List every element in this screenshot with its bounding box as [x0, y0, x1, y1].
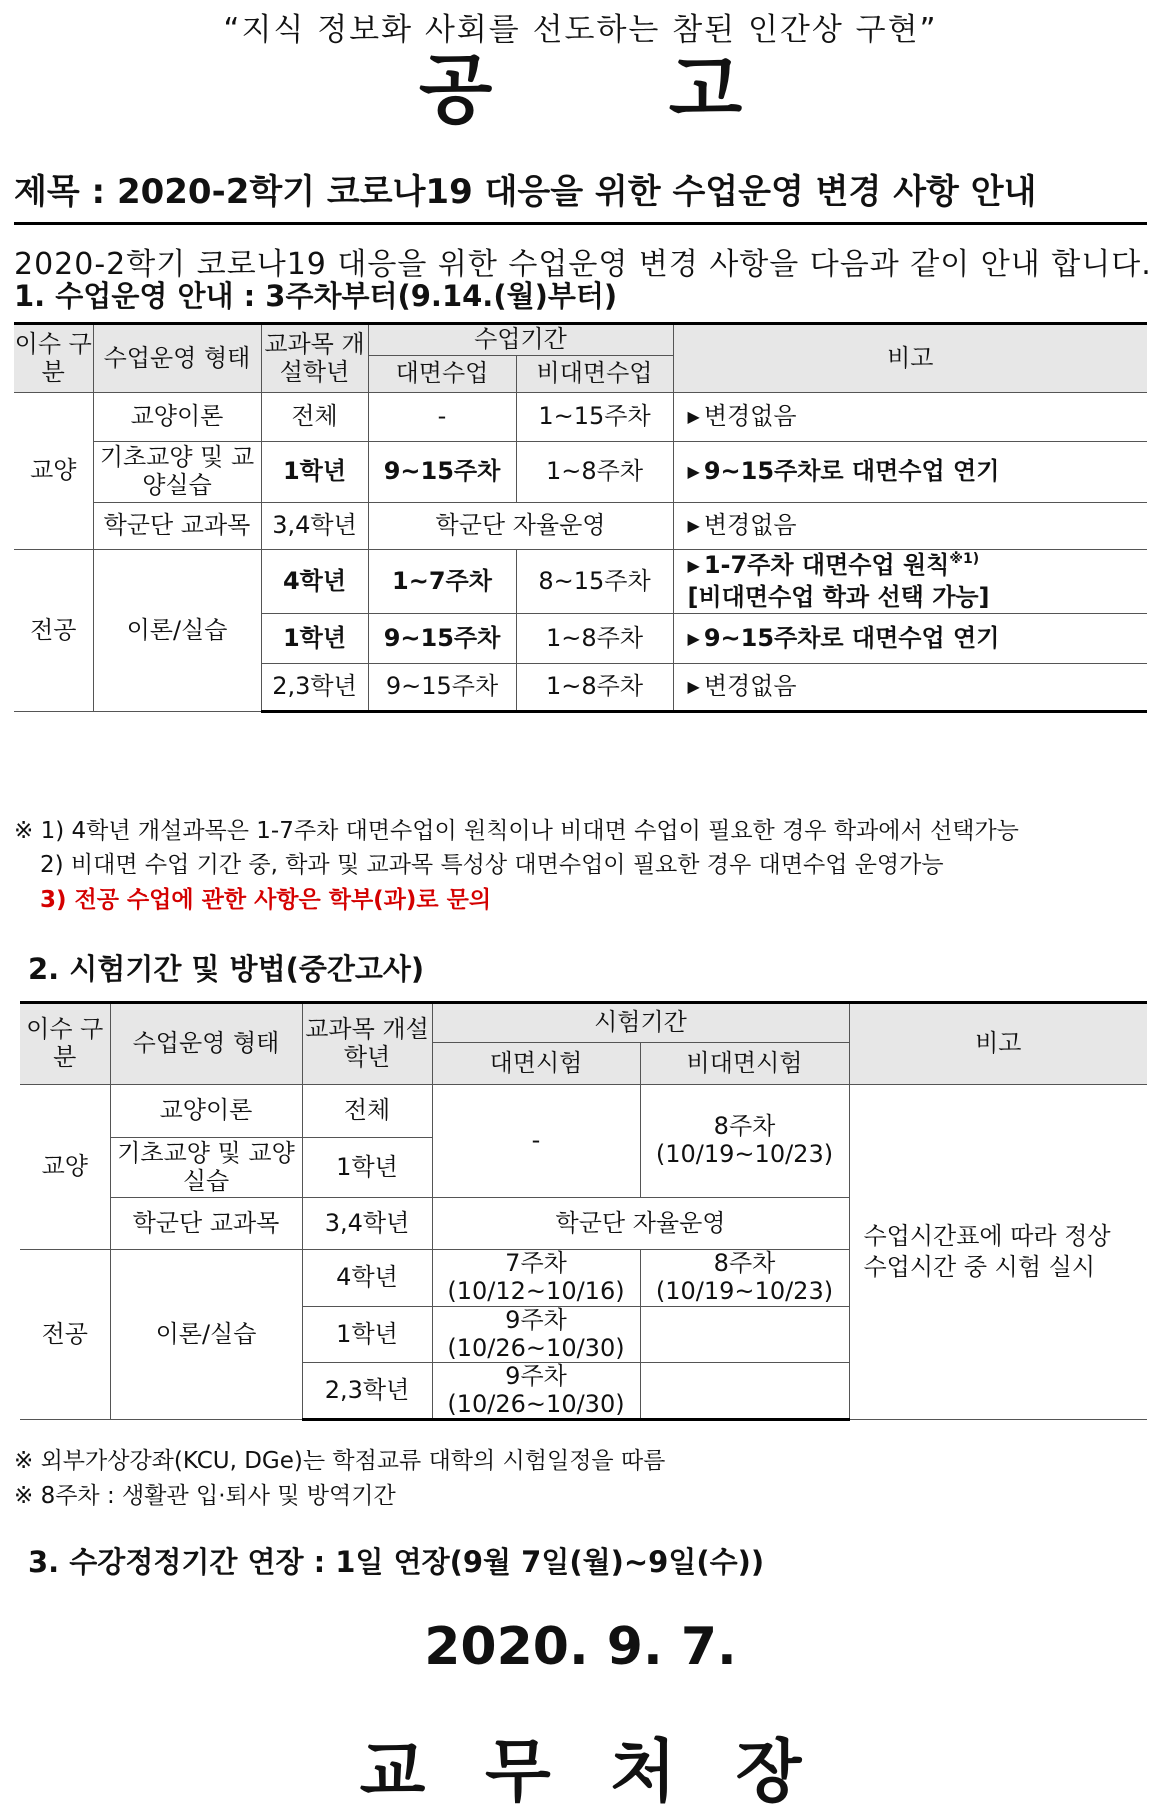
year-cell: 2,3학년 [302, 1363, 432, 1420]
exam-footnote-2: ※ 8주차 : 생활관 입·퇴사 및 방역기간 [14, 1483, 396, 1509]
group-major: 전공 [20, 1250, 110, 1420]
motto: “지식 정보화 사회를 선도하는 참된 인간상 구현” [223, 12, 938, 48]
group-liberal: 교양 [20, 1085, 110, 1250]
nonface-cell: 8주차 (10/19~10/23) [640, 1250, 849, 1307]
face-cell: 9~15주차 [368, 442, 516, 503]
year-cell: 1학년 [261, 614, 368, 664]
face-cell: - [368, 393, 516, 442]
nonface-cell: 1~8주차 [516, 614, 673, 664]
notice-date: 2020. 9. 7. [424, 1617, 737, 1677]
form-cell: 학군단 교과목 [93, 503, 261, 550]
year-cell: 1학년 [302, 1138, 432, 1198]
header-period: 시험기간 [432, 1003, 849, 1043]
header-year: 교과목 개설학년 [302, 1003, 432, 1085]
note-cell: ▶ 변경없음 [673, 503, 1147, 550]
nonface-cell [640, 1363, 849, 1420]
year-cell: 전체 [261, 393, 368, 442]
year-cell: 3,4학년 [261, 503, 368, 550]
header-category: 이수 구분 [20, 1003, 110, 1085]
footnote-1: ※ 1) 4학년 개설과목은 1-7주차 대면수업이 원칙이나 비대면 수업이 필요한 경우 학과에서 선택가능 [14, 818, 1019, 844]
face-cell: - [432, 1085, 640, 1198]
form-cell: 이론/실습 [93, 550, 261, 712]
header-note: 비고 [673, 324, 1147, 393]
face-cell: 1~7주차 [368, 550, 516, 614]
year-cell: 4학년 [261, 550, 368, 614]
header-face: 대면수업 [368, 356, 516, 393]
notice-title: 공 고 [418, 45, 743, 134]
nonface-cell: 1~15주차 [516, 393, 673, 442]
header-year: 교과목 개설학년 [261, 324, 368, 393]
triangle-bullet-icon: ▶ [687, 516, 700, 536]
triangle-bullet-icon: ▶ [687, 556, 700, 576]
triangle-bullet-icon: ▶ [687, 677, 700, 697]
exam-footnote-1: ※ 외부가상강좌(KCU, DGe)는 학점교류 대학의 시험일정을 따름 [14, 1448, 666, 1474]
year-cell: 2,3학년 [261, 664, 368, 712]
header-category: 이수 구분 [14, 324, 93, 393]
header-face: 대면시험 [432, 1043, 640, 1085]
year-cell: 1학년 [302, 1307, 432, 1363]
footnote-3: 3) 전공 수업에 관한 사항은 학부(과)로 문의 [40, 887, 492, 913]
group-liberal: 교양 [14, 393, 93, 550]
header-form: 수업운영 형태 [110, 1003, 302, 1085]
section1-heading: 1. 수업운영 안내 : 3주차부터(9.14.(월)부터) [14, 279, 618, 313]
intro-text: 2020-2학기 코로나19 대응을 위한 수업운영 변경 사항을 다음과 같이 안내 합니다. [14, 247, 1152, 282]
form-cell: 기초교양 및 교양실습 [110, 1138, 302, 1198]
footnote-2: 2) 비대면 수업 기간 중, 학과 및 교과목 특성상 대면수업이 필요한 경우 대면수업 운영가능 [40, 852, 944, 878]
merged-cell: 학군단 자율운영 [368, 503, 673, 550]
form-cell: 기초교양 및 교양실습 [93, 442, 261, 503]
triangle-bullet-icon: ▶ [687, 462, 700, 482]
exam-note-cell: 수업시간표에 따라 정상 수업시간 중 시험 실시 [849, 1085, 1147, 1420]
divider [14, 222, 1147, 225]
form-cell: 이론/실습 [110, 1250, 302, 1420]
face-cell: 9~15주차 [368, 664, 516, 712]
face-cell: 7주차 (10/12~10/16) [432, 1250, 640, 1307]
subject-line: 제목 : 2020-2학기 코로나19 대응을 위한 수업운영 변경 사항 안내 [14, 172, 1037, 212]
merged-cell: 학군단 자율운영 [432, 1198, 849, 1250]
note-cell: ▶ 변경없음 [673, 664, 1147, 712]
triangle-bullet-icon: ▶ [687, 628, 700, 648]
header-form: 수업운영 형태 [93, 324, 261, 393]
note-cell: ▶ 9~15주차로 대면수업 연기 [673, 442, 1147, 503]
triangle-bullet-icon: ▶ [687, 407, 700, 427]
face-cell: 9주차 (10/26~10/30) [432, 1363, 640, 1420]
year-cell: 4학년 [302, 1250, 432, 1307]
header-nonface: 비대면수업 [516, 356, 673, 393]
group-major: 전공 [14, 550, 93, 712]
class-operation-table [14, 322, 1147, 713]
form-cell: 학군단 교과목 [110, 1198, 302, 1250]
nonface-cell [640, 1307, 849, 1363]
header-period: 수업기간 [368, 324, 673, 356]
face-cell: 9주차 (10/26~10/30) [432, 1307, 640, 1363]
nonface-cell: 1~8주차 [516, 442, 673, 503]
year-cell: 전체 [302, 1085, 432, 1138]
section2-heading: 2. 시험기간 및 방법(중간고사) [28, 952, 425, 986]
header-nonface: 비대면시험 [640, 1043, 849, 1085]
note-cell: ▶ 1-7주차 대면수업 원칙$^{※1)}$ [비대면수업 학과 선택 가능] [673, 550, 1147, 614]
face-cell: 9~15주차 [368, 614, 516, 664]
signer: 교 무 처 장 [359, 1733, 802, 1812]
year-cell: 1학년 [261, 442, 368, 503]
note-cell: ▶ 9~15주차로 대면수업 연기 [673, 614, 1147, 664]
form-cell: 교양이론 [110, 1085, 302, 1138]
form-cell: 교양이론 [93, 393, 261, 442]
exam-table [20, 1001, 1147, 1421]
nonface-cell: 1~8주차 [516, 664, 673, 712]
nonface-cell: 8~15주차 [516, 550, 673, 614]
year-cell: 3,4학년 [302, 1198, 432, 1250]
note-cell: ▶ 변경없음 [673, 393, 1147, 442]
section3-heading: 3. 수강정정기간 연장 : 1일 연장(9월 7일(월)~9일(수)) [28, 1545, 765, 1579]
nonface-cell: 8주차 (10/19~10/23) [640, 1085, 849, 1198]
header-note: 비고 [849, 1003, 1147, 1085]
